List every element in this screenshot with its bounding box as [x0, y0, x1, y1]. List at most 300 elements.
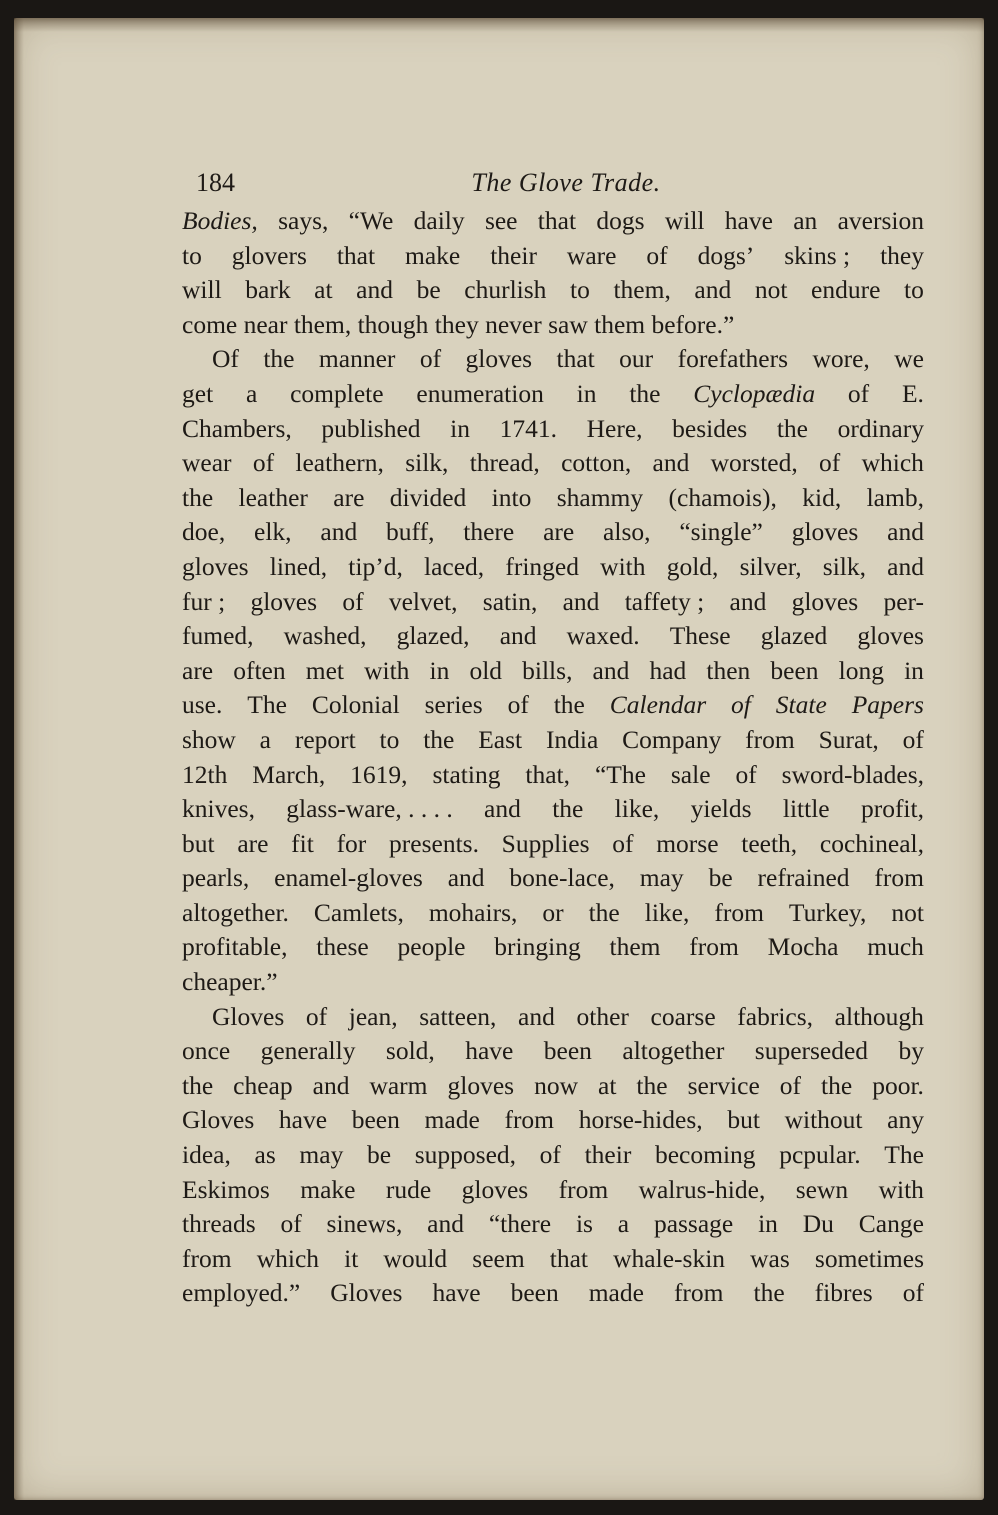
word: idea,: [182, 1140, 231, 1170]
word: passage: [653, 1209, 734, 1239]
text-line: [182, 1103, 924, 1138]
word: bone-lace,: [509, 863, 615, 893]
word: buff,: [386, 517, 435, 547]
word: per-: [883, 586, 924, 616]
word: made: [424, 1105, 480, 1135]
word: which: [256, 1243, 320, 1273]
text-line: [182, 1034, 924, 1069]
word: gloves: [182, 551, 249, 581]
word: Gloves: [212, 1001, 285, 1031]
word: superseded: [754, 1036, 869, 1066]
word: and: [652, 448, 690, 478]
word: that: [537, 206, 577, 235]
word: from: [745, 724, 795, 754]
word: Eskimos: [182, 1174, 270, 1204]
word: and: [887, 517, 924, 547]
word: report: [294, 724, 356, 754]
word: met: [305, 655, 344, 685]
word: Colonial: [311, 690, 400, 720]
word: silver,: [739, 551, 802, 581]
text-line: [182, 273, 924, 308]
word: made: [588, 1278, 644, 1308]
word: often: [233, 655, 286, 685]
word: are: [333, 482, 365, 512]
word: velvet,: [388, 586, 458, 616]
word: knives,: [182, 794, 255, 824]
word: glovers: [231, 240, 307, 270]
word: may: [299, 1140, 344, 1170]
word: glazed: [760, 621, 828, 651]
italic-word: Calendar: [609, 690, 707, 720]
word: the: [263, 344, 295, 374]
word: long: [838, 655, 884, 685]
text-line: [182, 861, 924, 896]
word: of: [305, 1001, 328, 1031]
word: much: [867, 932, 924, 962]
word: series: [424, 690, 483, 720]
word: churlish: [464, 275, 547, 305]
text-line: [182, 308, 924, 343]
word: be: [366, 1140, 392, 1170]
word: “there: [488, 1209, 552, 1239]
word: jean,: [348, 1001, 398, 1031]
word: pcpular.: [779, 1140, 861, 1170]
word: with: [600, 551, 646, 581]
word: that: [556, 344, 595, 374]
word: fabrics,: [737, 1001, 814, 1031]
word: and: [499, 621, 537, 651]
text-line: [182, 481, 924, 516]
word: the: [553, 690, 585, 720]
word: of: [280, 1209, 302, 1239]
word: aversion: [837, 206, 924, 235]
word: the: [588, 897, 620, 927]
word: East: [478, 724, 523, 754]
word: not: [754, 275, 788, 305]
word: silk,: [822, 551, 866, 581]
word: at: [314, 275, 333, 305]
word: gold,: [666, 551, 719, 581]
word: will: [664, 206, 705, 235]
word: E.: [901, 378, 924, 408]
text-line: [182, 204, 924, 239]
word: and: [694, 275, 732, 305]
word: Chambers,: [182, 413, 292, 443]
word: and: [729, 586, 767, 616]
word: them: [609, 932, 661, 962]
word: show: [182, 724, 236, 754]
word: make: [300, 1174, 356, 1204]
word: been: [543, 1036, 592, 1066]
word: from: [714, 897, 764, 927]
word: and: [447, 863, 485, 893]
word: we: [894, 344, 924, 374]
text-line: [182, 1207, 924, 1242]
word: the: [629, 378, 661, 408]
text-line: [182, 550, 924, 585]
word: generally: [260, 1036, 356, 1066]
word: them,: [613, 275, 671, 305]
word: and: [484, 794, 521, 824]
word: gloves: [465, 344, 533, 374]
word: bark: [245, 275, 291, 305]
word: the: [182, 1070, 214, 1100]
text-line: [182, 342, 924, 377]
word: be: [708, 863, 733, 893]
word: people: [397, 932, 466, 962]
text-line: [182, 1000, 924, 1035]
word: but: [727, 1105, 760, 1135]
word: use.: [182, 690, 223, 720]
text-line: [182, 896, 924, 931]
word: skins ;: [784, 240, 851, 270]
italic-word: of: [731, 690, 751, 720]
word: with: [878, 1174, 924, 1204]
word: and: [356, 275, 393, 305]
word: to: [182, 240, 202, 270]
word: shammy: [556, 482, 644, 512]
word: elk,: [254, 517, 292, 547]
word: of: [252, 448, 275, 478]
word: their: [584, 1140, 632, 1170]
word: and: [320, 517, 358, 547]
word: Gloves: [182, 1105, 255, 1135]
word: are: [237, 828, 269, 858]
word: employed.”: [182, 1278, 301, 1308]
word: warm: [369, 1070, 428, 1100]
word: to: [379, 724, 400, 754]
word: Of: [212, 344, 239, 374]
word: silk,: [405, 448, 449, 478]
word: wear: [182, 448, 232, 478]
word: threads: [182, 1209, 256, 1239]
word: and: [312, 1070, 350, 1100]
word: ware: [566, 240, 617, 270]
word: complete: [290, 378, 384, 408]
word: besides: [672, 413, 748, 443]
word: these: [316, 932, 369, 962]
word: kid,: [802, 482, 842, 512]
word: that,: [525, 759, 571, 789]
word: for: [336, 828, 367, 858]
text-line: [182, 965, 924, 1000]
word: from: [558, 1174, 609, 1204]
word: and: [592, 655, 630, 685]
word: satteen,: [419, 1001, 497, 1031]
italic-word: Cyclopædia: [693, 378, 816, 408]
word: gloves: [461, 1174, 529, 1204]
word: other: [576, 1001, 629, 1031]
word: from: [182, 1243, 232, 1273]
word: and: [427, 1209, 464, 1239]
word: make: [405, 240, 461, 270]
word: lined,: [269, 551, 328, 581]
text-line: [182, 377, 924, 412]
text-line: [182, 758, 924, 793]
word: horse-hides,: [578, 1105, 703, 1135]
word: into: [491, 482, 532, 512]
word: now: [534, 1070, 579, 1100]
word: enumeration: [416, 378, 544, 408]
word: be: [416, 275, 441, 305]
word: like,: [614, 794, 660, 824]
word: yields: [690, 794, 752, 824]
text-line: [182, 792, 924, 827]
word: refrained: [757, 863, 850, 893]
word: 1741.: [499, 413, 557, 443]
word: but: [182, 828, 215, 858]
word: to: [904, 275, 924, 305]
word: any: [887, 1105, 924, 1135]
word: that: [549, 1243, 589, 1273]
word: (chamois),: [668, 482, 777, 512]
word: would: [383, 1243, 448, 1273]
word: forefathers: [677, 344, 789, 374]
word: of: [735, 759, 757, 789]
word: bills,: [522, 655, 573, 685]
word: fumed,: [182, 621, 254, 651]
word: dogs’: [697, 240, 755, 270]
word: the: [552, 794, 584, 824]
word: waxed.: [566, 621, 640, 651]
word: supposed,: [414, 1140, 517, 1170]
word: service: [687, 1070, 760, 1100]
word: divided: [389, 482, 467, 512]
word: washed,: [283, 621, 367, 651]
word: cheaper.”: [182, 967, 278, 997]
word: presents.: [389, 828, 479, 858]
word: been: [510, 1278, 559, 1308]
page-number: 184: [196, 168, 235, 197]
italic-word: State: [775, 690, 827, 720]
word: sometimes: [814, 1243, 924, 1273]
word: altogether: [622, 1036, 725, 1066]
word: of: [507, 690, 529, 720]
word: leather: [238, 482, 308, 512]
word: Here,: [586, 413, 643, 443]
word: will: [182, 275, 222, 305]
text-line: [182, 827, 924, 862]
word: thread,: [469, 448, 540, 478]
word: and: [887, 551, 924, 581]
word: Company: [622, 724, 722, 754]
word: although: [834, 1001, 924, 1031]
word: are: [543, 517, 575, 547]
word: wore,: [812, 344, 870, 374]
word: our: [619, 344, 654, 374]
word: worsted,: [710, 448, 798, 478]
word: stating: [432, 759, 501, 789]
word: was: [750, 1243, 790, 1273]
word: sword-blades,: [781, 759, 924, 789]
running-head: [196, 168, 936, 208]
word: then: [706, 655, 751, 685]
word: leathern,: [295, 448, 384, 478]
text-line: [182, 654, 924, 689]
italic-word: Bodies,: [182, 206, 258, 235]
word: it: [344, 1243, 359, 1273]
text-line: [182, 1173, 924, 1208]
word: old: [469, 655, 503, 685]
word: profit,: [860, 794, 924, 824]
word: in: [450, 413, 471, 443]
word: have: [465, 1036, 514, 1066]
word: dogs: [596, 206, 645, 235]
word: an: [793, 206, 818, 235]
word: from: [874, 863, 924, 893]
word: profitable,: [182, 932, 288, 962]
word: Mocha: [767, 932, 839, 962]
word: from: [673, 1278, 724, 1308]
word: ordinary: [837, 413, 924, 443]
word: gloves: [791, 586, 859, 616]
word: of: [902, 724, 924, 754]
word: Turkey,: [788, 897, 867, 927]
word: also,: [603, 517, 651, 547]
word: in: [758, 1209, 778, 1239]
word: their: [490, 240, 537, 270]
word: Supplies: [501, 828, 590, 858]
word: with: [364, 655, 410, 685]
word: they: [880, 240, 924, 270]
word: whale-skin: [613, 1243, 726, 1273]
word: glazed,: [396, 621, 470, 651]
word: the: [636, 1070, 668, 1100]
word: are: [182, 655, 214, 685]
text-line: [182, 688, 924, 723]
word: of: [419, 344, 442, 374]
word: sold,: [385, 1036, 435, 1066]
word: of: [779, 1070, 802, 1100]
word: get: [182, 378, 214, 408]
word: published: [321, 413, 421, 443]
word: gloves: [447, 1070, 515, 1100]
word: a: [245, 378, 258, 408]
word: rude: [385, 1174, 432, 1204]
word: and: [562, 586, 600, 616]
word: have: [724, 206, 773, 235]
text-line: [182, 585, 924, 620]
word: India: [545, 724, 599, 754]
word: been: [351, 1105, 400, 1135]
word: by: [898, 1036, 924, 1066]
word: there: [463, 517, 515, 547]
word: morse: [656, 828, 719, 858]
word: Gloves: [330, 1278, 403, 1308]
running-title: The Glove Trade.: [471, 168, 661, 197]
word: sale: [670, 759, 711, 789]
word: have: [432, 1278, 481, 1308]
word: March,: [252, 759, 326, 789]
body-text: [182, 204, 924, 1311]
word: to: [570, 275, 590, 305]
word: have: [278, 1105, 328, 1135]
word: as: [254, 1140, 276, 1170]
word: The: [247, 690, 287, 720]
word: Du: [802, 1209, 834, 1239]
text-line: [182, 1069, 924, 1104]
word: of: [902, 1278, 924, 1308]
word: of: [646, 240, 668, 270]
word: enamel-gloves: [274, 863, 423, 893]
text-line: [182, 446, 924, 481]
word: fit: [291, 828, 314, 858]
word: gloves: [791, 517, 859, 547]
word: “The: [594, 759, 646, 789]
word: tip’d,: [348, 551, 403, 581]
word: may: [639, 863, 684, 893]
word: the: [776, 413, 808, 443]
word: cheap: [233, 1070, 293, 1100]
word: Cange: [858, 1209, 924, 1239]
word: is: [575, 1209, 593, 1239]
word: mohairs,: [428, 897, 518, 927]
text-line: [182, 239, 924, 274]
word: a: [259, 724, 271, 754]
word: been: [770, 655, 819, 685]
word: glass-ware, . . . .: [286, 794, 453, 824]
word: The: [884, 1140, 924, 1170]
word: Camlets,: [313, 897, 404, 927]
word: like,: [644, 897, 690, 927]
word: at: [598, 1070, 617, 1100]
word: altogether.: [182, 897, 289, 927]
word: in: [576, 378, 597, 408]
word: fringed: [505, 551, 579, 581]
word: teeth,: [741, 828, 798, 858]
word: endure: [811, 275, 881, 305]
word: fur ;: [182, 586, 226, 616]
word: 12th: [182, 759, 228, 789]
word: poor.: [872, 1070, 924, 1100]
word: the: [753, 1278, 785, 1308]
word: taffety ;: [624, 586, 705, 616]
word: of: [847, 378, 870, 408]
word: bringing: [494, 932, 581, 962]
word: of: [539, 1140, 561, 1170]
word: in: [429, 655, 450, 685]
text-line: [182, 1242, 924, 1277]
text-line: [182, 1138, 924, 1173]
word: not: [891, 897, 924, 927]
word: which: [861, 448, 924, 478]
word: gloves: [857, 621, 924, 651]
word: “single”: [679, 517, 763, 547]
word: the: [423, 724, 455, 754]
word: Surat,: [818, 724, 879, 754]
word: that: [336, 240, 376, 270]
word: coarse: [650, 1001, 716, 1031]
word: come near them, though they never saw them before.”: [182, 309, 735, 339]
word: manner: [318, 344, 396, 374]
word: gloves: [250, 586, 318, 616]
word: These: [669, 621, 731, 651]
word: little: [782, 794, 830, 824]
word: becoming: [654, 1140, 756, 1170]
word: from: [689, 932, 739, 962]
word: doe,: [182, 517, 226, 547]
word: in: [904, 655, 924, 685]
word: seem: [472, 1243, 525, 1273]
text-line: [182, 930, 924, 965]
text-line: [182, 515, 924, 550]
word: without: [784, 1105, 863, 1135]
word: “We: [348, 206, 394, 235]
word: of: [612, 828, 634, 858]
word: had: [649, 655, 687, 685]
word: satin,: [482, 586, 538, 616]
word: cochineal,: [819, 828, 924, 858]
